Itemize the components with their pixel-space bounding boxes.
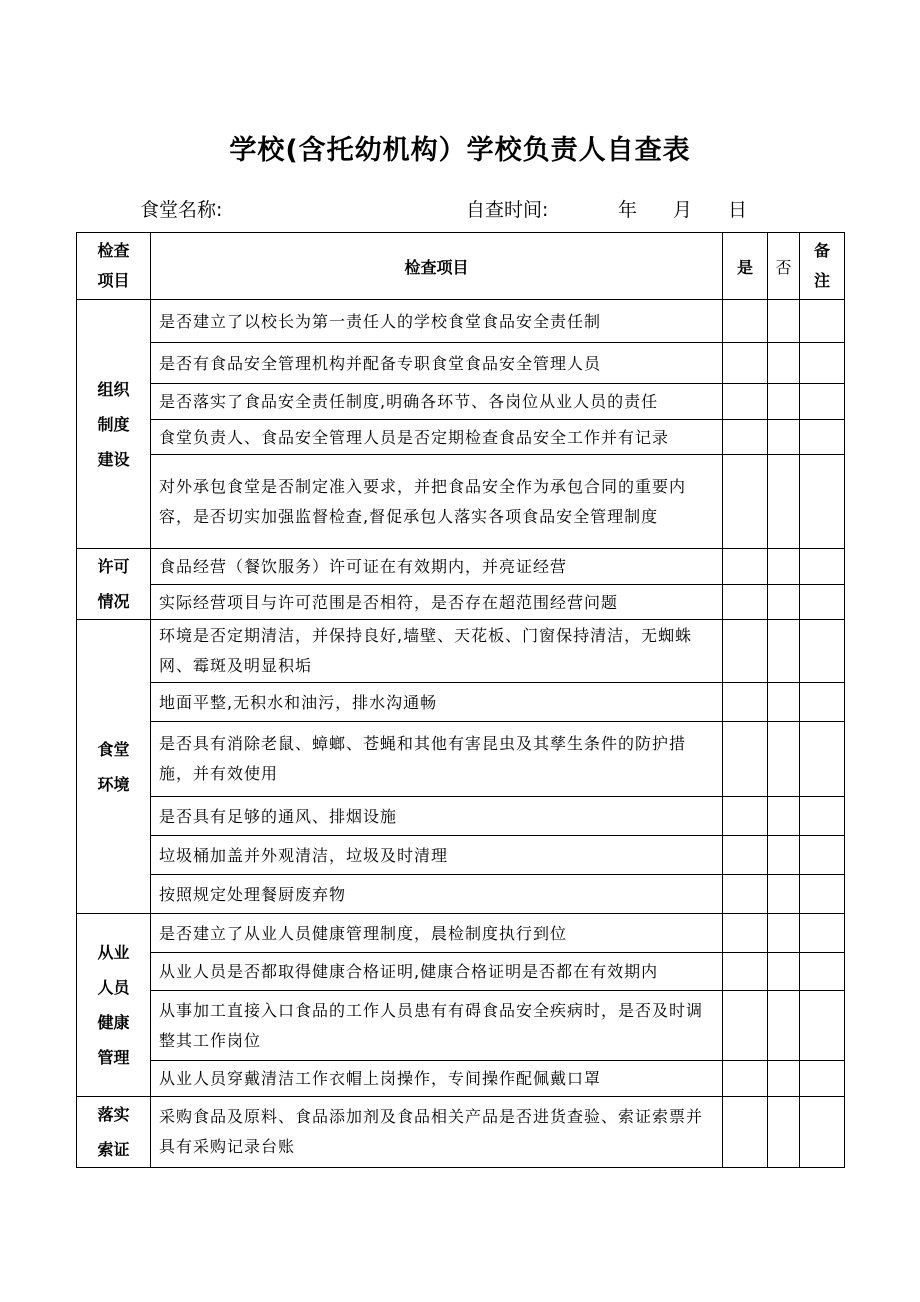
yes-cell[interactable] [723,620,768,683]
category-label: 落实索证 [97,1105,130,1159]
yes-cell[interactable] [723,585,768,620]
table-row [77,722,845,797]
no-cell[interactable] [768,914,800,953]
yes-cell[interactable] [723,455,768,549]
category-label: 许可情况 [97,557,130,611]
yes-cell[interactable] [723,836,768,875]
header-remark-text: 备注 [813,241,830,290]
table-row [77,875,845,914]
check-item-text: 是否建立了从业人员健康管理制度，晨检制度执行到位 [151,914,723,953]
table-row [77,343,845,384]
table-row [77,620,845,683]
check-item-text: 按照规定处理餐厨废弃物 [151,875,723,914]
table-row [77,1061,845,1097]
header-item: 检查项目 [151,233,723,300]
table-row [77,836,845,875]
yes-cell[interactable] [723,300,768,343]
category-cell [77,300,151,549]
no-cell[interactable] [768,620,800,683]
remark-cell[interactable] [800,914,845,953]
header-yes: 是 [723,233,768,300]
remark-cell[interactable] [800,953,845,991]
check-item-text: 从业人员是否都取得健康合格证明,健康合格证明是否都在有效期内 [151,953,723,991]
category-label: 食堂环境 [97,739,130,794]
month-label: 月 [673,199,693,221]
remark-cell[interactable] [800,1097,845,1168]
table-row [77,420,845,455]
table-row [77,585,845,620]
check-item-text: 是否建立了以校长为第一责任人的学校食堂食品安全责任制 [151,300,723,343]
remark-cell[interactable] [800,549,845,585]
check-item-text: 地面平整,无积水和油污，排水沟通畅 [151,683,723,722]
no-cell[interactable] [768,722,800,797]
remark-cell[interactable] [800,384,845,420]
year-label: 年 [618,199,638,221]
category-label: 从业人员健康管理 [97,943,130,1067]
no-cell[interactable] [768,797,800,836]
self-check-table [76,232,845,1168]
check-item-text: 实际经营项目与许可范围是否相符，是否存在超范围经营问题 [151,585,723,620]
check-item-text: 食品经营（餐饮服务）许可证在有效期内，并亮证经营 [151,549,723,585]
check-item-text: 是否具有消除老鼠、蟑螂、苍蝇和其他有害昆虫及其孳生条件的防护措施，并有效使用 [151,722,723,797]
yes-cell[interactable] [723,683,768,722]
yes-cell[interactable] [723,722,768,797]
table-row [77,384,845,420]
remark-cell[interactable] [800,683,845,722]
remark-cell[interactable] [800,836,845,875]
check-item-text: 是否有食品安全管理机构并配备专职食堂食品安全管理人员 [151,343,723,384]
remark-cell[interactable] [800,1061,845,1097]
no-cell[interactable] [768,420,800,455]
remark-cell[interactable] [800,343,845,384]
no-cell[interactable] [768,953,800,991]
table-row [77,300,845,343]
remark-cell[interactable] [800,455,845,549]
page-title: 学校(含托幼机构）学校负责人自查表 [229,135,691,166]
table-row [77,797,845,836]
yes-cell[interactable] [723,420,768,455]
remark-cell[interactable] [800,722,845,797]
day-label: 日 [728,199,748,221]
yes-cell[interactable] [723,343,768,384]
no-cell[interactable] [768,343,800,384]
table-row [77,953,845,991]
yes-cell[interactable] [723,953,768,991]
category-label: 组织制度建设 [97,379,130,469]
yes-cell[interactable] [723,384,768,420]
no-cell[interactable] [768,683,800,722]
check-date [618,195,747,222]
table-header-row [77,233,845,300]
yes-cell[interactable] [723,1061,768,1097]
yes-cell[interactable] [723,797,768,836]
check-item-text: 是否具有足够的通风、排烟设施 [151,797,723,836]
header-no: 否 [768,233,800,300]
no-cell[interactable] [768,875,800,914]
check-time-label: 自查时间: [466,199,549,221]
table-row [77,991,845,1061]
header-category-text: 检查项目 [97,241,130,290]
table-row [77,549,845,585]
no-cell[interactable] [768,384,800,420]
no-cell[interactable] [768,991,800,1061]
category-cell [77,1097,151,1168]
check-item-text: 采购食品及原料、食品添加剂及食品相关产品是否进货查验、索证索票并具有采购记录台账 [151,1097,723,1168]
no-cell[interactable] [768,300,800,343]
yes-cell[interactable] [723,549,768,585]
remark-cell[interactable] [800,620,845,683]
remark-cell[interactable] [800,991,845,1061]
remark-cell[interactable] [800,797,845,836]
check-item-text: 对外承包食堂是否制定准入要求，并把食品安全作为承包合同的重要内容，是否切实加强监督检查,督促承包人落实各项食品安全管理制度 [151,455,723,549]
yes-cell[interactable] [723,875,768,914]
check-item-text: 是否落实了食品安全责任制度,明确各环节、各岗位从业人员的责任 [151,384,723,420]
check-item-text: 食堂负责人、食品安全管理人员是否定期检查食品安全工作并有记录 [151,420,723,455]
canteen-name-label: 食堂名称: [140,199,223,221]
table-row [77,683,845,722]
remark-cell[interactable] [800,300,845,343]
no-cell[interactable] [768,1097,800,1168]
no-cell[interactable] [768,585,800,620]
no-cell[interactable] [768,1061,800,1097]
remark-cell[interactable] [800,875,845,914]
category-cell [77,620,151,914]
category-cell [77,549,151,620]
header-category [77,233,151,300]
yes-cell[interactable] [723,914,768,953]
remark-cell[interactable] [800,420,845,455]
check-item-text: 垃圾桶加盖并外观清洁，垃圾及时清理 [151,836,723,875]
no-cell[interactable] [768,836,800,875]
yes-cell[interactable] [723,991,768,1061]
category-cell [77,914,151,1097]
no-cell[interactable] [768,549,800,585]
check-item-text: 从业人员穿戴清洁工作衣帽上岗操作，专间操作配佩戴口罩 [151,1061,723,1097]
check-item-text: 环境是否定期清洁，并保持良好,墙壁、天花板、门窗保持清洁，无蜘蛛网、霉斑及明显积垢 [151,620,723,683]
table-row [77,1097,845,1168]
remark-cell[interactable] [800,585,845,620]
table-row [77,455,845,549]
header-remark [800,233,845,300]
no-cell[interactable] [768,455,800,549]
table-row [77,914,845,953]
check-item-text: 从事加工直接入口食品的工作人员患有有碍食品安全疾病时，是否及时调整其工作岗位 [151,991,723,1061]
yes-cell[interactable] [723,1097,768,1168]
